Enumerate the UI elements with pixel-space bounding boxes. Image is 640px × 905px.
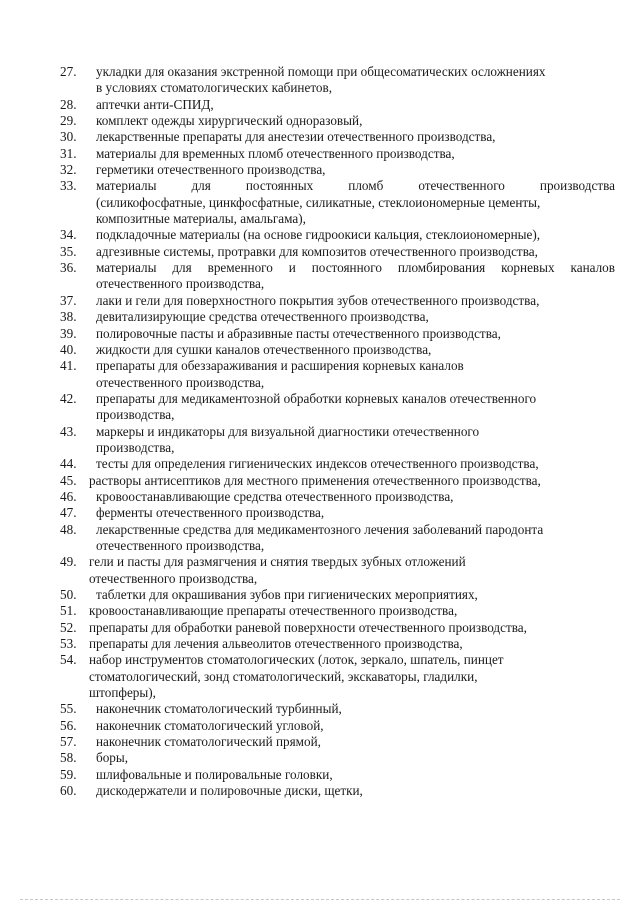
item-number: 42. [60,390,77,406]
item-line: наконечник стоматологический турбинный, [96,701,342,717]
list-item-40 [60,342,615,358]
item-text [96,326,615,342]
list-item-27 [60,64,615,97]
item-line: таблетки для окрашивания зубов при гигиенических мероприятиях, [96,587,478,602]
item-number: 47. [60,505,77,521]
item-text [89,473,615,489]
item-line: наконечник стоматологический угловой, [96,717,324,733]
item-line: лаки и гели для поверхностного покрытия зубов отечественного производства, [96,292,540,308]
item-number: 30. [60,129,77,145]
list-item-31 [60,146,615,162]
item-line: укладки для оказания экстренной помощи при общесоматических осложнениях [96,64,546,79]
list-item-55 [60,701,615,717]
item-number: 37. [60,292,77,308]
list-item-45 [60,473,615,489]
list-item-35 [60,244,615,260]
item-text [96,522,615,555]
list-item-53 [60,636,615,652]
item-text [96,587,615,603]
list-item-54 [60,652,615,701]
item-line: дискодержатели и полировочные диски, щетки, [96,783,363,799]
item-text [96,783,615,799]
item-line: отечественного производства, [96,537,265,553]
item-number: 35. [60,243,77,259]
item-line: отечественного производства, [89,570,258,586]
item-line: препараты для медикаментозной обработки корневых каналов отечественного [96,390,537,406]
item-number: 53. [60,636,77,652]
item-line: маркеры и индикаторы для визуальной диагностики отечественного [96,423,480,439]
item-text [96,505,615,521]
item-text [96,309,615,325]
list-item-48 [60,522,615,555]
list-item-56 [60,718,615,734]
item-line: герметики отечественного производства, [96,162,326,178]
item-text [96,391,615,424]
item-line: подкладочные материалы (на основе гидроокиси кальция, стеклоиономерные), [96,227,541,243]
list-item-44 [60,456,615,472]
item-text [96,260,615,293]
list-item-47 [60,505,615,521]
item-text [89,620,615,636]
item-line: материалы для постоянных пломб отечественного производства [96,178,615,194]
item-line: стоматологический, зонд стоматологический, экскаваторы, гладилки, [89,668,478,684]
list-item-59 [60,767,615,783]
item-number: 55. [60,701,77,717]
item-text [96,489,615,505]
item-line: тесты для определения гигиенических индексов отечественного производства, [96,456,539,472]
item-text [96,162,615,178]
item-line: гели и пасты для размягчения и снятия твердых зубных отложений [89,554,466,570]
item-line: девитализирующие средства отечественного производства, [96,309,429,325]
item-line: материалы для временного и постоянного пломбирования корневых каналов [96,260,615,276]
item-line: лекарственные средства для медикаментозного лечения заболеваний пародонта [96,521,544,537]
item-text [89,652,615,701]
list-item-52 [60,620,615,636]
item-number: 27. [60,64,77,79]
item-line: отечественного производства, [96,374,265,390]
item-line: наконечник стоматологический прямой, [96,734,321,750]
item-number: 43. [60,423,77,439]
item-text [96,750,615,766]
item-line: (силикофосфатные, цинкфосфатные, силикатные, стеклоиономерные цементы, [96,194,541,210]
list-item-29 [60,113,615,129]
item-line: аптечки анти-СПИД, [96,96,214,112]
list-item-43 [60,424,615,457]
item-text [96,146,615,162]
item-text [96,424,615,457]
item-line: комплект одежды хирургический одноразовый, [96,113,363,129]
list-item-32 [60,162,615,178]
list-item-28 [60,97,615,113]
item-number: 58. [60,750,77,766]
list-item-41 [60,358,615,391]
list-item-60 [60,783,615,799]
item-number: 40. [60,341,77,357]
item-number: 46. [60,488,77,504]
list-item-38 [60,309,615,325]
item-text [96,718,615,734]
item-line: боры, [96,750,129,766]
list-item-58 [60,750,615,766]
item-text [89,603,615,619]
item-number: 60. [60,783,77,799]
item-line: препараты для лечения альвеолитов отечественного производства, [89,636,463,652]
item-text [96,97,615,113]
item-line: лекарственные препараты для анестезии отечественного производства, [96,129,496,145]
numbered-list [60,64,615,799]
item-number: 31. [60,145,77,161]
item-number: 29. [60,113,77,129]
item-number: 44. [60,456,77,472]
item-text [96,767,615,783]
item-line: кровоостанавливающие средства отечественного производства, [96,488,454,504]
item-number: 54. [60,652,77,668]
item-text [96,293,615,309]
item-line: шлифовальные и полировальные головки, [96,766,333,782]
item-text [96,227,615,243]
item-text [96,342,615,358]
item-number: 50. [60,587,77,602]
list-item-50 [60,587,615,603]
item-number: 56. [60,717,77,733]
item-line: жидкости для сушки каналов отечественного производства, [96,341,432,357]
item-line: в условиях стоматологических кабинетов, [96,80,333,96]
item-text [96,456,615,472]
list-item-49 [60,554,615,587]
item-text [96,113,615,129]
item-text [89,554,615,587]
item-text [96,244,615,260]
item-number: 41. [60,358,77,374]
item-number: 49. [60,554,77,570]
list-item-34 [60,227,615,243]
item-line: адгезивные системы, протравки для композитов отечественного производства, [96,243,538,259]
item-line: производства, [96,439,175,455]
item-text [96,701,615,717]
item-line: отечественного производства, [96,276,265,292]
list-item-33 [60,178,615,227]
list-item-51 [60,603,615,619]
item-number: 45. [60,472,77,488]
item-number: 51. [60,603,77,619]
list-item-46 [60,489,615,505]
item-text [96,129,615,145]
item-line: растворы антисептиков для местного применения отечественного производства, [89,472,541,488]
item-number: 39. [60,325,77,341]
item-number: 59. [60,766,77,782]
item-text [89,636,615,652]
item-line: набор инструментов стоматологических (лоток, зеркало, шпатель, пинцет [89,652,504,668]
list-item-37 [60,293,615,309]
item-text [96,358,615,391]
item-line: препараты для обработки раневой поверхности отечественного производства, [89,619,527,635]
item-number: 34. [60,227,77,243]
item-number: 57. [60,734,77,750]
item-line: материалы для временных пломб отечественного производства, [96,145,455,161]
item-text [96,734,615,750]
list-item-30 [60,129,615,145]
item-number: 52. [60,619,77,635]
item-line: производства, [96,407,175,423]
item-line: кровоостанавливающие препараты отечественного производства, [89,603,458,619]
item-line: ферменты отечественного производства, [96,505,325,521]
item-number: 28. [60,96,77,112]
item-number: 36. [60,260,77,276]
item-number: 38. [60,309,77,325]
item-text [96,178,615,227]
item-text [96,64,615,97]
page-bottom-rule [20,899,620,900]
item-line: композитные материалы, амальгама), [96,211,306,227]
list-item-57 [60,734,615,750]
item-number: 48. [60,521,77,537]
item-line: полировочные пасты и абразивные пасты отечественного производства, [96,325,501,341]
item-number: 32. [60,162,77,178]
item-line: штопферы), [89,685,156,701]
item-line: препараты для обеззараживания и расширения корневых каналов [96,358,464,374]
item-number: 33. [60,178,77,194]
list-item-36 [60,260,615,293]
list-item-39 [60,326,615,342]
list-item-42 [60,391,615,424]
